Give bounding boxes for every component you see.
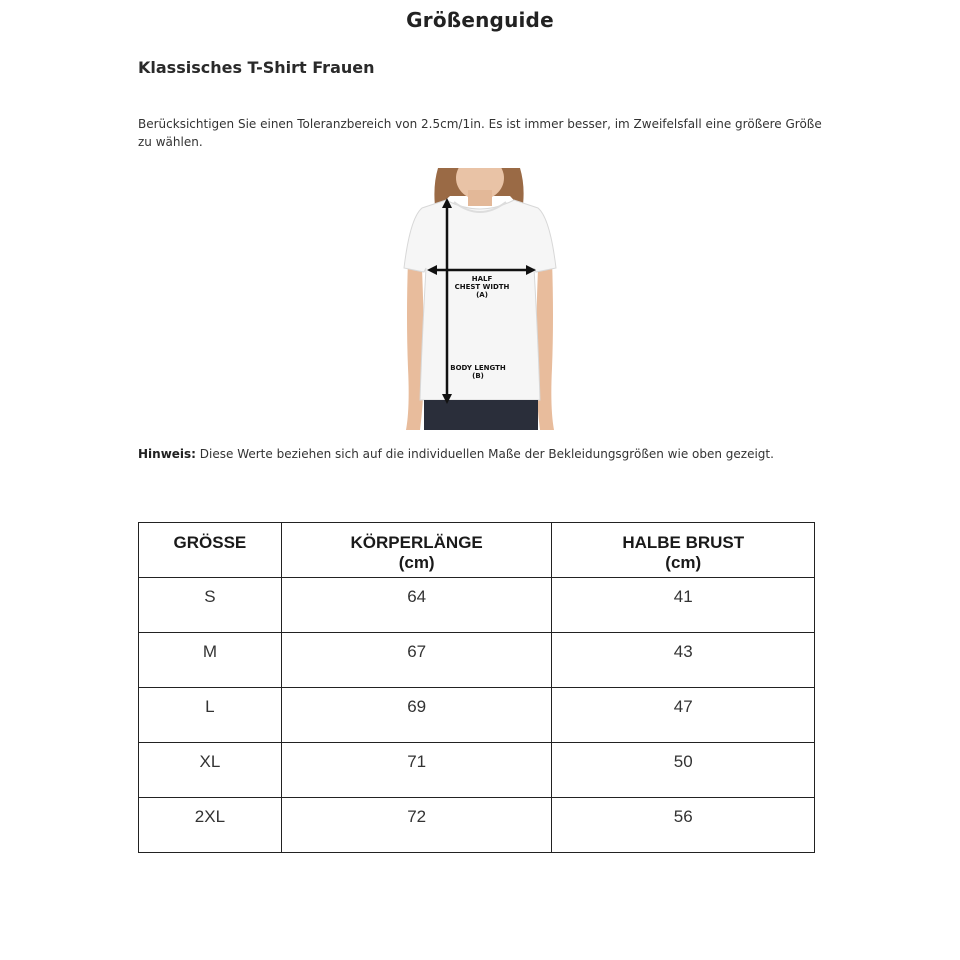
product-title: Klassisches T-Shirt Frauen: [138, 58, 375, 77]
note-text: Diese Werte beziehen sich auf die individuellen Maße der Bekleidungsgrößen wie oben gezeigt.: [195, 447, 774, 461]
neck-shape: [468, 190, 492, 206]
table-row: [139, 798, 815, 853]
cell-size: L: [139, 688, 282, 743]
cell-size: M: [139, 633, 282, 688]
table-row: [139, 578, 815, 633]
header-body-length: [281, 523, 552, 578]
cell-length: 72: [281, 798, 552, 853]
table-row: [139, 743, 815, 798]
cell-length: 67: [281, 633, 552, 688]
label-a-line2: CHEST WIDTH: [454, 283, 510, 291]
tshirt-measurement-image: [398, 168, 562, 430]
header-length-line1: KÖRPERLÄNGE: [350, 533, 483, 552]
header-size-line1: GRÖSSE: [173, 533, 247, 552]
table-row: [139, 633, 815, 688]
cell-length: 64: [281, 578, 552, 633]
cell-chest: 56: [552, 798, 815, 853]
cell-chest: 47: [552, 688, 815, 743]
page-title: Größenguide: [406, 8, 554, 32]
pants-shape: [424, 400, 538, 430]
label-a-line1: HALF: [471, 275, 493, 283]
cell-size: 2XL: [139, 798, 282, 853]
table-row: [139, 688, 815, 743]
label-a-line3: (A): [476, 291, 488, 299]
label-b-line1: BODY LENGTH: [450, 364, 506, 372]
header-half-chest: [552, 523, 815, 578]
cell-chest: 41: [552, 578, 815, 633]
table-header-row: [139, 523, 815, 578]
note-label: Hinweis:: [138, 447, 196, 461]
header-size: [139, 523, 282, 578]
cell-chest: 43: [552, 633, 815, 688]
note: [138, 447, 774, 461]
cell-chest: 50: [552, 743, 815, 798]
cell-length: 69: [281, 688, 552, 743]
cell-length: 71: [281, 743, 552, 798]
header-chest-line1: HALBE BRUST: [622, 533, 745, 552]
cell-size: S: [139, 578, 282, 633]
right-arm-shape: [536, 260, 554, 430]
tolerance-text: Berücksichtigen Sie einen Toleranzbereich von 2.5cm/1in. Es ist immer besser, im Zweifelsfall eine größere Größe zu wählen.: [138, 117, 822, 149]
size-table: [138, 522, 815, 853]
cell-size: XL: [139, 743, 282, 798]
left-arm-shape: [406, 260, 424, 430]
header-length-line2: (cm): [398, 553, 435, 572]
header-chest-line2: (cm): [665, 553, 702, 572]
label-b-line2: (B): [472, 372, 484, 380]
